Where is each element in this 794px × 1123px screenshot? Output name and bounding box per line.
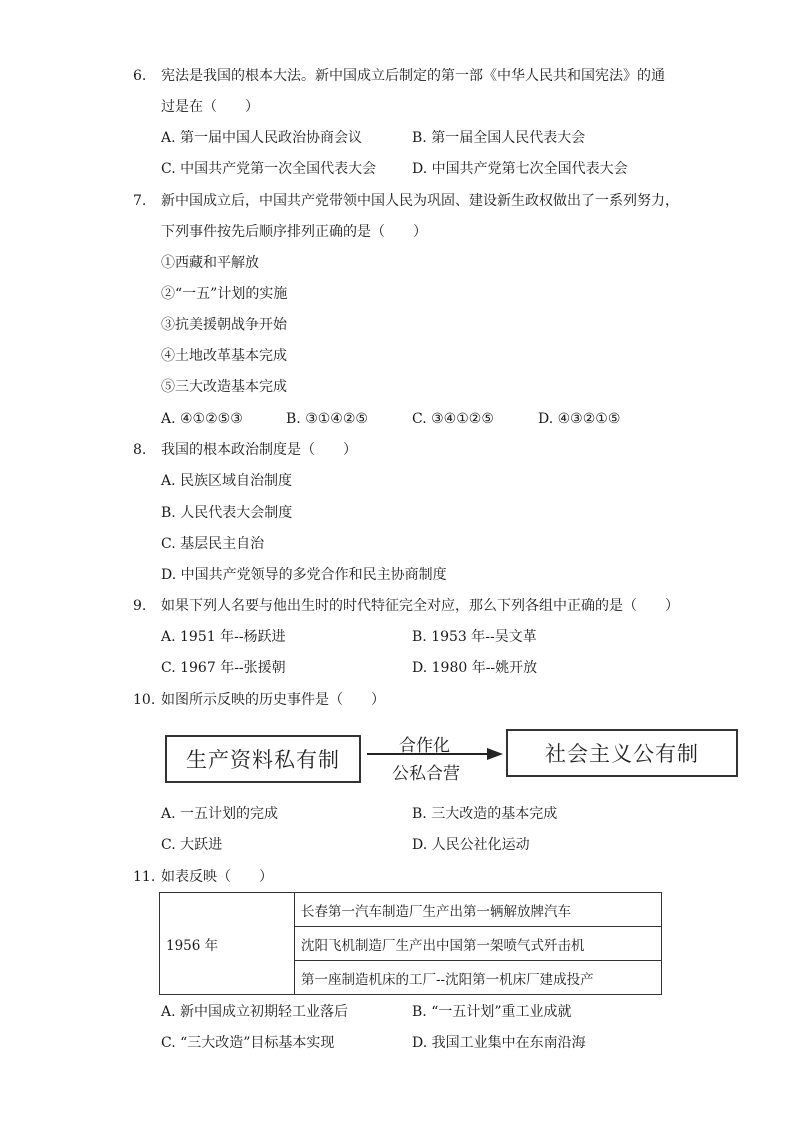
diagram-public-ownership-box: 社会主义公有制 — [506, 729, 738, 777]
q8-option-a: A. 民族区域自治制度 — [161, 473, 293, 489]
q9-option-d: D. 1980 年--姚开放 — [412, 660, 538, 676]
q7-option-b: B. ③①④②⑤ — [286, 411, 368, 427]
q11-option-d: D. 我国工业集中在东南沿海 — [412, 1035, 586, 1051]
table-cell: 第一座制造机床的工厂--沈阳第一机床厂建成投产 — [295, 961, 662, 995]
diagram-private-ownership-box: 生产资料私有制 — [165, 735, 361, 783]
diagram-arrow-label-bottom: 公私合营 — [392, 764, 460, 784]
q6-number: 6. — [133, 68, 147, 84]
q6-option-a: A. 第一届中国人民政治协商会议 — [161, 130, 363, 146]
q9-option-b: B. 1953 年--吴文革 — [412, 629, 537, 645]
q7-stem-line2: 下列事件按先后顺序排列正确的是（ ） — [161, 224, 427, 240]
table-year-cell: 1956 年 — [160, 893, 295, 995]
q8-option-c: C. 基层民主自治 — [161, 536, 265, 552]
q6-option-b: B. 第一届全国人民代表大会 — [412, 130, 586, 146]
q7-stem-line1: 新中国成立后，中国共产党带领中国人民为巩固、建设新生政权做出了一系列努力， — [161, 193, 679, 209]
q6-option-d: D. 中国共产党第七次全国代表大会 — [412, 161, 628, 177]
q7-item-5: ⑤三大改造基本完成 — [161, 379, 287, 395]
q11-option-c: C. “三大改造”目标基本实现 — [161, 1035, 335, 1051]
q10-option-a: A. 一五计划的完成 — [161, 806, 279, 822]
q7-item-4: ④土地改革基本完成 — [161, 348, 287, 364]
q7-item-1: ①西藏和平解放 — [161, 255, 259, 271]
q7-item-2: ②“一五”计划的实施 — [161, 286, 288, 302]
table-row — [160, 893, 662, 927]
q9-stem: 如果下列人名要与他出生时的时代特征完全对应，那么下列各组中正确的是（ ） — [161, 598, 679, 614]
q8-number: 8. — [133, 442, 147, 458]
q9-option-c: C. 1967 年--张援朝 — [161, 660, 286, 676]
q10-stem: 如图所示反映的历史事件是（ ） — [161, 692, 385, 708]
q10-option-c: C. 大跃进 — [161, 837, 223, 853]
q6-option-c: C. 中国共产党第一次全国代表大会 — [161, 161, 377, 177]
q8-option-d: D. 中国共产党领导的多党合作和民主协商制度 — [161, 567, 447, 583]
q10-option-d: D. 人民公社化运动 — [412, 837, 530, 853]
q8-option-b: B. 人民代表大会制度 — [161, 505, 293, 521]
q11-number: 11. — [133, 869, 156, 885]
diagram-arrow-label-top: 合作化 — [399, 736, 450, 756]
table-cell: 长春第一汽车制造厂生产出第一辆解放牌汽车 — [295, 893, 662, 927]
ownership-diagram — [163, 727, 738, 789]
q9-number: 9. — [133, 598, 147, 614]
q6-stem-line1: 宪法是我国的根本大法。新中国成立后制定的第一部《中华人民共和国宪法》的通 — [161, 68, 665, 84]
q7-option-d: D. ④③②①⑤ — [538, 411, 621, 427]
q10-number: 10. — [133, 692, 156, 708]
table-cell: 沈阳飞机制造厂生产出中国第一架喷气式歼击机 — [295, 927, 662, 961]
q9-option-a: A. 1951 年--杨跃进 — [161, 629, 286, 645]
q7-number: 7. — [133, 193, 147, 209]
q11-option-a: A. 新中国成立初期轻工业落后 — [161, 1004, 349, 1020]
q6-stem-line2: 过是在（ ） — [161, 99, 259, 115]
q10-option-b: B. 三大改造的基本完成 — [412, 806, 558, 822]
industry-table — [159, 892, 662, 995]
q7-option-a: A. ④①②⑤③ — [161, 411, 243, 427]
q8-stem: 我国的根本政治制度是（ ） — [161, 442, 357, 458]
q11-stem: 如表反映（ ） — [161, 869, 273, 885]
q11-option-b: B. “一五计划”重工业成就 — [412, 1004, 572, 1020]
q7-option-c: C. ③④①②⑤ — [412, 411, 494, 427]
q7-item-3: ③抗美援朝战争开始 — [161, 317, 287, 333]
